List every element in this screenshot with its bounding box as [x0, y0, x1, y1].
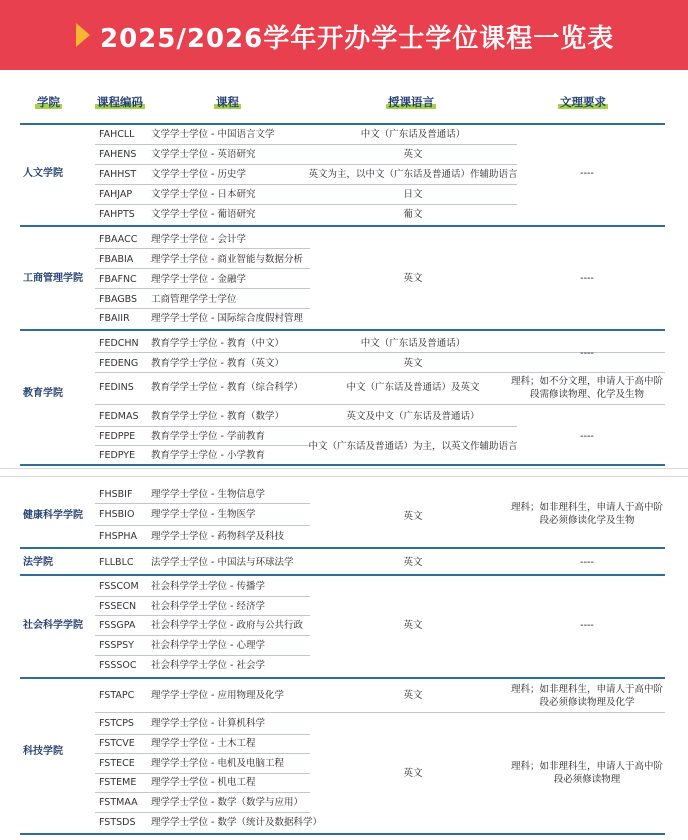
- course-name: 理学学士学位 - 机电工程: [151, 777, 256, 788]
- course-name: 社会科学学士学位 - 政府与公共行政: [151, 620, 303, 631]
- section-divider: [20, 833, 665, 835]
- section-divider: [20, 464, 665, 466]
- requirement-cell: ----: [580, 557, 594, 568]
- course-name: 理学学士学位 - 商业智能与数据分析: [151, 254, 303, 265]
- course-code: FSTCVE: [99, 738, 135, 749]
- section-divider: [20, 225, 665, 227]
- faculty-label: 法学院: [23, 557, 53, 568]
- course-name: 法学学士学位 - 中国法与环球法学: [151, 557, 294, 568]
- course-code: FSTCPS: [99, 718, 134, 729]
- section-divider: [20, 329, 665, 331]
- course-name: 理学学士学位 - 生物医学: [151, 509, 256, 520]
- faculty-label: 健康科学学院: [23, 510, 83, 521]
- language-cell: 日文: [403, 189, 423, 200]
- course-name: 理学学士学位 - 金融学: [151, 274, 246, 285]
- section-divider: [20, 547, 665, 549]
- language-cell: 英文: [403, 557, 423, 568]
- course-code: FEDCHN: [99, 338, 139, 349]
- header-requirement: 文理要求: [560, 95, 606, 109]
- course-code: FEDMAS: [99, 411, 139, 422]
- course-code: FBABIA: [99, 254, 134, 265]
- course-name: 文学学士学位 - 英语研究: [151, 149, 256, 160]
- course-name: 理学学士学位 - 生物信息学: [151, 489, 265, 500]
- course-name: 教育学学士学位 - 小学教育: [151, 450, 265, 461]
- course-code: FSTEME: [99, 777, 137, 788]
- header-code: 课程编码: [97, 95, 143, 109]
- course-name: 理学学士学位 - 土木工程: [151, 738, 256, 749]
- course-code: FSSECN: [99, 601, 137, 612]
- course-name: 教育学学士学位 - 学前教育: [151, 431, 265, 442]
- course-code: FEDPPE: [99, 431, 136, 442]
- requirement-cell: ----: [580, 620, 594, 631]
- requirement-cell: 理科；如非理科生，申请人于高中阶段必须修读化学及生物: [510, 502, 663, 526]
- language-cell: 中文（广东话及普通话）及英文: [346, 382, 480, 393]
- header-faculty: 学院: [37, 95, 60, 109]
- course-name: 理学学士学位 - 数学（统计及数据科学）: [151, 817, 322, 828]
- course-code: FEDPYE: [99, 450, 136, 461]
- requirement-cell: ----: [580, 168, 594, 179]
- course-name: 教育学学士学位 - 教育（中文）: [151, 338, 284, 349]
- course-name: 社会科学学士学位 - 社会学: [151, 660, 265, 671]
- course-name: 理学学士学位 - 计算机科学: [151, 718, 265, 729]
- course-code: FHSBIO: [99, 509, 135, 520]
- course-name: 文学学士学位 - 葡语研究: [151, 209, 256, 220]
- course-code: FAHCLL: [99, 129, 135, 140]
- page-gap: [0, 468, 688, 476]
- course-name: 社会科学学士学位 - 心理学: [151, 640, 265, 651]
- course-code: FBAIIR: [99, 313, 130, 324]
- header-course: 课程: [216, 95, 239, 109]
- course-name: 理学学士学位 - 电机及电脑工程: [151, 758, 284, 769]
- course-code: FSSSOC: [99, 660, 137, 671]
- language-cell: 英文: [403, 358, 423, 369]
- course-name: 教育学学士学位 - 教育（综合科学）: [151, 382, 303, 393]
- course-name: 社会科学学士学位 - 传播学: [151, 581, 265, 592]
- course-name: 工商管理学学士学位: [151, 294, 237, 305]
- course-code: FHSPHA: [99, 531, 138, 542]
- language-cell: 中文（广东话及普通话）: [360, 338, 466, 349]
- course-code: FSSPSY: [99, 640, 134, 651]
- language-cell: 中文（广东话及普通话）为主，以英文作辅助语言: [308, 441, 518, 452]
- requirement-cell: 理科；如非理科生，申请人于高中阶段必须修读物理及化学: [510, 684, 663, 708]
- faculty-label: 教育学院: [23, 388, 63, 399]
- course-code: FSTSDS: [99, 817, 136, 828]
- course-name: 文学学士学位 - 日本研究: [151, 189, 256, 200]
- course-code: FEDINS: [99, 382, 134, 393]
- requirement-cell: 理科；如非理科生，申请人于高中阶段必须修读物理: [510, 761, 663, 785]
- course-name: 文学学士学位 - 中国语言文学: [151, 129, 275, 140]
- course-code: FSTECE: [99, 758, 135, 769]
- language-cell: 英文: [403, 620, 423, 631]
- course-code: FAHPTS: [99, 209, 135, 220]
- triangle-arrow-icon: [76, 23, 90, 47]
- course-code: FSTMAA: [99, 797, 138, 808]
- language-cell: 英文: [403, 690, 423, 701]
- course-name: 理学学士学位 - 药物科学及科技: [151, 531, 284, 542]
- course-name: 教育学学士学位 - 教育（数学）: [151, 411, 284, 422]
- language-cell: 中文（广东话及普通话）: [360, 129, 466, 140]
- faculty-label: 人文学院: [23, 168, 63, 179]
- course-code: FSSGPA: [99, 620, 136, 631]
- course-name: 理学学士学位 - 会计学: [151, 234, 246, 245]
- language-cell: 英文: [403, 511, 423, 522]
- page-title: 2025/2026学年开办学士学位课程一览表: [100, 24, 615, 54]
- section-divider: [20, 677, 665, 679]
- course-code: FSSCOM: [99, 581, 139, 592]
- faculty-label: 科技学院: [23, 746, 63, 757]
- course-name: 教育学学士学位 - 教育（英文）: [151, 358, 284, 369]
- course-code: FAHHST: [99, 169, 137, 180]
- language-cell: 英文为主，以中文（广东话及普通话）作辅助语言: [308, 169, 518, 180]
- course-name: 理学学士学位 - 国际综合度假村管理: [151, 313, 303, 324]
- course-code: FBAFNC: [99, 274, 137, 285]
- language-cell: 英文: [403, 768, 423, 779]
- language-cell: 英文及中文（广东话及普通话）: [346, 411, 480, 422]
- course-code: FBAGBS: [99, 294, 138, 305]
- course-code: FBAACC: [99, 234, 138, 245]
- course-name: 理学学士学位 - 应用物理及化学: [151, 690, 284, 701]
- title-banner: [0, 0, 688, 70]
- course-code: FEDENG: [99, 358, 139, 369]
- language-cell: 英文: [403, 149, 423, 160]
- course-code: FAHJAP: [99, 189, 133, 200]
- section-divider: [20, 574, 665, 576]
- requirement-cell: ----: [580, 273, 594, 284]
- course-name: 理学学士学位 - 数学（数学与应用）: [151, 797, 303, 808]
- section-divider: [20, 123, 665, 125]
- course-code: FHSBIF: [99, 489, 133, 500]
- requirement-cell: 理科；如不分文理，申请人于高中阶段需修读物理、化学及生物: [510, 376, 663, 400]
- course-code: FAHENS: [99, 149, 137, 160]
- faculty-label: 工商管理学院: [23, 273, 83, 284]
- course-name: 文学学士学位 - 历史学: [151, 169, 246, 180]
- language-cell: 英文: [403, 273, 423, 284]
- course-code: FSTAPC: [99, 690, 135, 701]
- header-language: 授课语言: [388, 95, 434, 109]
- course-code: FLLBLC: [99, 557, 134, 568]
- language-cell: 葡文: [403, 209, 423, 220]
- faculty-label: 社会科学学院: [23, 620, 83, 631]
- requirement-cell: ----: [580, 348, 594, 359]
- course-name: 社会科学学士学位 - 经济学: [151, 601, 265, 612]
- requirement-cell: ----: [580, 431, 594, 442]
